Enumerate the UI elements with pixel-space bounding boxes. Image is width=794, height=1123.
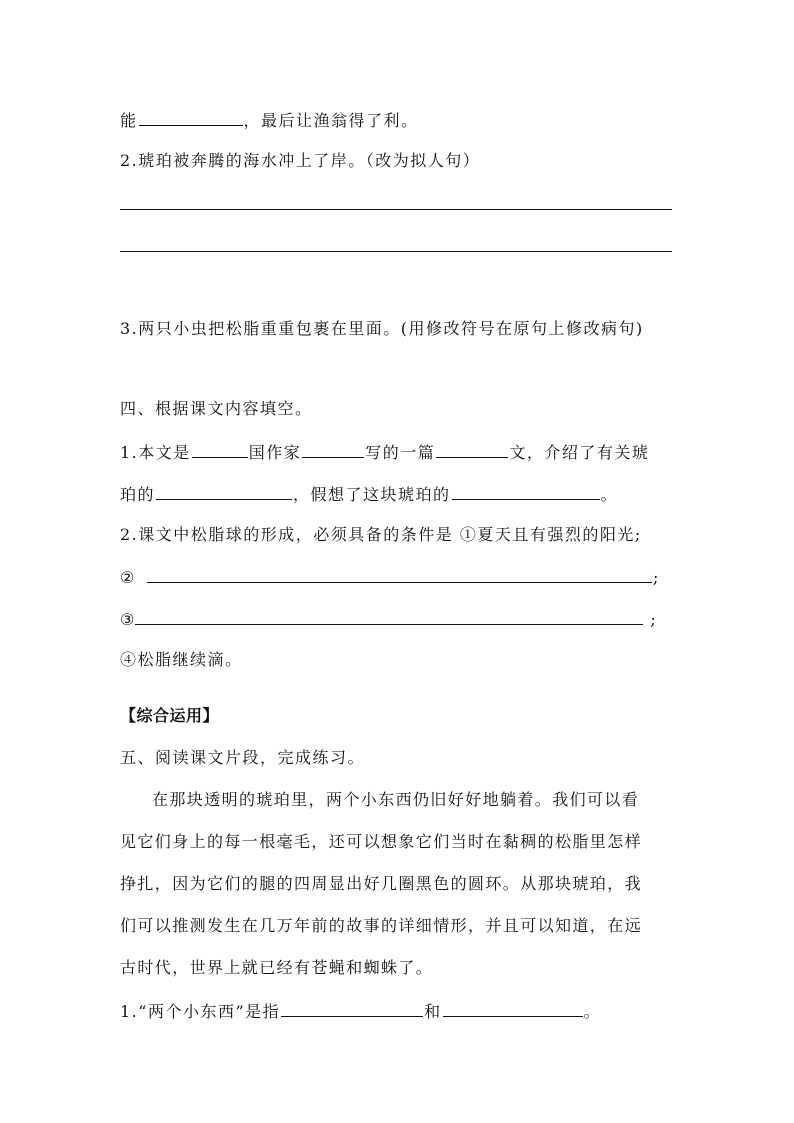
s4q1-blank-genre[interactable] [436, 440, 508, 458]
s4q1-blank-story[interactable] [452, 482, 600, 500]
s4q1-text-4: 文，介绍了有关琥 [509, 443, 650, 462]
section5-title: 五、阅读课文片段，完成练习。 [120, 748, 366, 767]
s4q1-text-1: 1.本文是 [120, 443, 191, 462]
s4q1-text-6: ，假想了这块琥珀的 [293, 485, 451, 504]
section4-q2-condition-4: ④松脂继续滴。 [120, 650, 243, 669]
s4q1-text-7: 。 [600, 485, 619, 504]
passage-line: 见它们身上的每一根毫毛，还可以想象它们当时在黏稠的松脂里怎样 [120, 832, 643, 851]
s4q1-text-5: 珀的 [120, 485, 156, 504]
section4-q2-condition-2 [120, 565, 660, 589]
passage-line: 古时代，世界上就已经有苍蝇和蜘蛛了。 [120, 958, 434, 977]
passage-line: 挣扎，因为它们的腿的四周显出好几圈黑色的圆环。从那块琥珀，我 [120, 874, 643, 893]
s4q1-blank-country[interactable] [192, 440, 248, 458]
section4-q1-line2 [120, 482, 618, 506]
section-apply-title: 【综合运用】 [120, 706, 220, 725]
s4q1-blank-knowledge[interactable] [156, 482, 292, 500]
s4q1-blank-author[interactable] [302, 440, 364, 458]
section4-title: 四、根据课文内容填空。 [120, 399, 313, 418]
s4q1-text-3: 写的一篇 [365, 443, 436, 462]
q3-2-answer-line-2[interactable] [120, 251, 672, 252]
s5q1-blank-1[interactable] [281, 999, 423, 1017]
q3-2-answer-line-1[interactable] [120, 209, 672, 210]
s5q1-text-3: 。 [583, 1002, 602, 1021]
section4-q2-prompt: 2.课文中松脂球的形成，必须具备的条件是 ①夏天且有强烈的阳光; [120, 525, 642, 544]
q3-1-text-start: 能 [120, 111, 138, 130]
s4q1-text-2: 国作家 [248, 443, 302, 462]
section4-q1-line1 [120, 440, 649, 464]
s4q2-blank-3[interactable] [135, 607, 643, 625]
s4q2-blank-2[interactable] [147, 565, 652, 583]
q3-1-text-end: ，最后让渔翁得了利。 [243, 111, 419, 130]
q3-1-blank[interactable] [139, 108, 243, 126]
section4-q2-condition-3 [120, 607, 657, 631]
q3-3-prompt: 3.两只小虫把松脂重重包裹在里面。(用修改符号在原句上修改病句) [120, 319, 644, 338]
passage-line: 在那块透明的琥珀里，两个小东西仍旧好好地躺着。我们可以看 [152, 790, 640, 809]
section5-q1 [120, 999, 601, 1023]
s5q1-blank-2[interactable] [443, 999, 583, 1017]
q3-1-continuation [120, 108, 419, 132]
circled-2: ② [120, 568, 135, 587]
circled-3: ③ [120, 610, 135, 629]
passage-line: 们可以推测发生在几万年前的故事的详细情形，并且可以知道，在远 [120, 916, 643, 935]
semicolon-3: ; [650, 610, 658, 629]
semicolon-2: ; [652, 568, 660, 587]
q3-2-prompt: 2.琥珀被奔腾的海水冲上了岸。（改为拟人句） [120, 151, 481, 170]
s5q1-text-1: 1.“两个小东西”是指 [120, 1002, 281, 1021]
s5q1-text-2: 和 [424, 1002, 442, 1021]
